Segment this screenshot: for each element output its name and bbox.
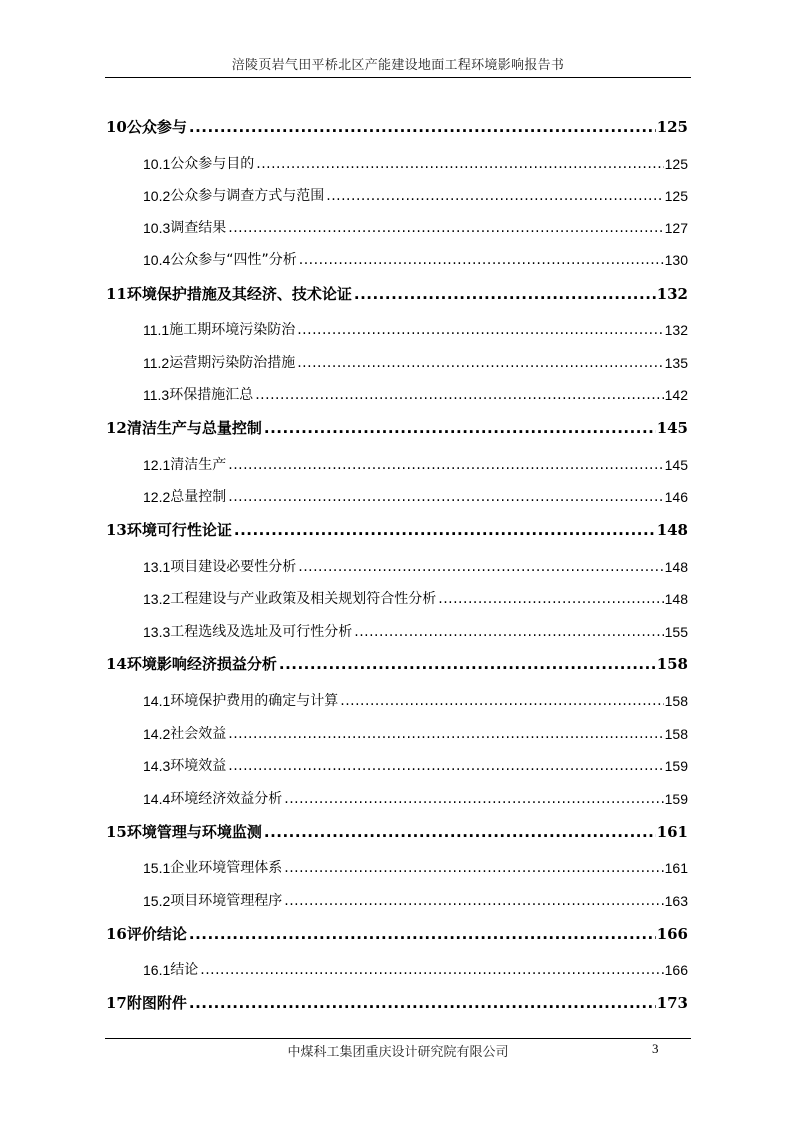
toc-dot-leader xyxy=(264,418,656,438)
toc-entry-title: 工程建设与产业政策及相关规划符合性分析 xyxy=(170,591,437,607)
toc-section-entry[interactable] xyxy=(143,353,688,373)
toc-entry-title: 项目建设必要性分析 xyxy=(170,559,297,575)
toc-entry-title: 公众参与目的 xyxy=(170,156,255,172)
toc-dot-leader xyxy=(189,993,656,1013)
toc-entry-page: 148 xyxy=(664,591,688,607)
toc-chapter-entry[interactable] xyxy=(106,822,688,842)
toc-entry-title: 调查结果 xyxy=(170,220,227,236)
toc-entry-title: 环境影响经济损益分析 xyxy=(126,655,277,673)
toc-entry-number: 10.1 xyxy=(143,156,171,172)
toc-entry-number: 10.2 xyxy=(143,188,171,204)
toc-entry-title: 环境管理与环境监测 xyxy=(126,823,262,841)
toc-dot-leader xyxy=(298,557,663,577)
toc-entry-title: 环境可行性论证 xyxy=(126,521,232,539)
toc-entry-page: 127 xyxy=(664,220,688,236)
toc-entry-title: 评价结论 xyxy=(126,925,187,943)
toc-dot-leader xyxy=(189,117,656,137)
toc-dot-leader xyxy=(256,154,663,174)
toc-entry-page: 125 xyxy=(664,188,688,204)
toc-section-entry[interactable] xyxy=(143,557,688,577)
toc-section-entry[interactable] xyxy=(143,186,688,206)
toc-entry-title: 工程选线及选址及可行性分析 xyxy=(170,624,353,640)
toc-entry-number: 12.2 xyxy=(143,489,171,505)
toc-entry-number: 14.2 xyxy=(143,726,171,742)
toc-entry-page: 135 xyxy=(664,355,688,371)
toc-dot-leader xyxy=(438,589,663,609)
toc-chapter-entry[interactable] xyxy=(106,993,688,1013)
toc-section-entry[interactable] xyxy=(143,756,688,776)
toc-entry-page: 159 xyxy=(664,791,688,807)
toc-entry-title: 环境效益 xyxy=(170,758,227,774)
toc-entry-title: 清洁生产 xyxy=(170,457,227,473)
toc-entry-title: 公众参与“四性”分析 xyxy=(170,252,297,268)
toc-entry-title: 企业环境管理体系 xyxy=(170,860,283,876)
toc-entry-number: 13 xyxy=(106,521,127,539)
toc-dot-leader xyxy=(228,455,663,475)
toc-chapter-entry[interactable] xyxy=(106,117,688,137)
toc-entry-title: 清洁生产与总量控制 xyxy=(126,419,262,437)
toc-entry-title: 环境经济效益分析 xyxy=(170,791,283,807)
toc-dot-leader xyxy=(228,218,663,238)
toc-entry-number: 17 xyxy=(106,994,127,1012)
toc-section-entry[interactable] xyxy=(143,622,688,642)
toc-dot-leader xyxy=(354,622,663,642)
toc-section-entry[interactable] xyxy=(143,858,688,878)
toc-dot-leader xyxy=(228,487,663,507)
toc-chapter-entry[interactable] xyxy=(106,520,688,540)
toc-section-entry[interactable] xyxy=(143,487,688,507)
toc-entry-page: 146 xyxy=(664,489,688,505)
toc-entry-number: 10.3 xyxy=(143,220,171,236)
toc-entry-page: 166 xyxy=(664,962,688,978)
toc-entry-title: 施工期环境污染防治 xyxy=(169,322,296,338)
toc-entry-page: 158 xyxy=(664,693,688,709)
toc-section-entry[interactable] xyxy=(143,589,688,609)
toc-entry-number: 13.2 xyxy=(143,591,171,607)
toc-section-entry[interactable] xyxy=(143,250,688,270)
toc-entry-number: 15.2 xyxy=(143,893,171,909)
toc-entry-page: 161 xyxy=(656,823,688,841)
page-header-title: 涪陵页岩气田平桥北区产能建设地面工程环境影响报告书 xyxy=(231,58,565,73)
toc-entry-number: 13.1 xyxy=(143,559,171,575)
toc-entry-page: 142 xyxy=(664,387,688,403)
toc-entry-number: 11.1 xyxy=(143,322,170,338)
toc-dot-leader xyxy=(297,320,663,340)
toc-dot-leader xyxy=(279,654,656,674)
toc-entry-number: 10.4 xyxy=(143,252,171,268)
toc-entry-page: 132 xyxy=(656,285,688,303)
toc-entry-title: 总量控制 xyxy=(170,489,227,505)
toc-entry-number: 12 xyxy=(106,419,127,437)
toc-entry-number: 15.1 xyxy=(143,860,171,876)
toc-entry-number: 10 xyxy=(106,118,127,136)
toc-chapter-entry[interactable] xyxy=(106,418,688,438)
toc-entry-number: 11.3 xyxy=(143,387,170,403)
toc-entry-page: 125 xyxy=(656,118,688,136)
toc-entry-number: 14.3 xyxy=(143,758,171,774)
toc-dot-leader xyxy=(299,250,664,270)
toc-entry-title: 公众参与调查方式与范围 xyxy=(170,188,325,204)
toc-entry-page: 125 xyxy=(664,156,688,172)
toc-dot-leader xyxy=(228,724,663,744)
toc-entry-number: 15 xyxy=(106,823,127,841)
toc-section-entry[interactable] xyxy=(143,891,688,911)
toc-section-entry[interactable] xyxy=(143,154,688,174)
toc-dot-leader xyxy=(200,960,663,980)
toc-entry-title: 项目环境管理程序 xyxy=(170,893,283,909)
toc-chapter-entry[interactable] xyxy=(106,924,688,944)
footer-organization: 中煤科工集团重庆设计研究院有限公司 xyxy=(287,1045,509,1060)
toc-dot-leader xyxy=(354,284,656,304)
toc-section-entry[interactable] xyxy=(143,789,688,809)
toc-entry-page: 148 xyxy=(656,521,688,539)
toc-entry-number: 16.1 xyxy=(143,962,171,978)
toc-entry-number: 11.2 xyxy=(143,355,170,371)
toc-entry-title: 社会效益 xyxy=(170,726,227,742)
toc-entry-title: 结论 xyxy=(170,962,199,978)
toc-entry-number: 16 xyxy=(106,925,127,943)
toc-section-entry[interactable] xyxy=(143,960,688,980)
toc-section-entry[interactable] xyxy=(143,724,688,744)
toc-dot-leader xyxy=(228,756,663,776)
toc-entry-title: 公众参与 xyxy=(126,118,187,136)
toc-entry-title: 环境保护费用的确定与计算 xyxy=(170,693,339,709)
toc-chapter-entry[interactable] xyxy=(106,284,688,304)
toc-section-entry[interactable] xyxy=(143,320,688,340)
toc-entry-page: 130 xyxy=(664,252,688,268)
toc-section-entry[interactable] xyxy=(143,385,688,405)
toc-entry-title: 运营期污染防治措施 xyxy=(169,355,296,371)
toc-entry-page: 148 xyxy=(664,559,688,575)
toc-dot-leader xyxy=(264,822,656,842)
toc-entry-page: 163 xyxy=(664,893,688,909)
toc-entry-page: 166 xyxy=(656,925,688,943)
toc-entry-page: 145 xyxy=(664,457,688,473)
toc-dot-leader xyxy=(255,385,663,405)
toc-entry-page: 161 xyxy=(664,860,688,876)
toc-chapter-entry[interactable] xyxy=(106,654,688,674)
toc-section-entry[interactable] xyxy=(143,218,688,238)
toc-section-entry[interactable] xyxy=(143,455,688,475)
toc-entry-number: 13.3 xyxy=(143,624,171,640)
toc-entry-page: 145 xyxy=(656,419,688,437)
toc-entry-number: 14 xyxy=(106,655,127,673)
toc-dot-leader xyxy=(284,858,663,878)
toc-entry-title: 环境保护措施及其经济、技术论证 xyxy=(126,285,352,303)
toc-section-entry[interactable] xyxy=(143,691,688,711)
toc-entry-title: 附图附件 xyxy=(126,994,187,1012)
toc-entry-title: 环保措施汇总 xyxy=(169,387,254,403)
toc-entry-page: 155 xyxy=(664,624,688,640)
toc-dot-leader xyxy=(234,520,656,540)
toc-dot-leader xyxy=(326,186,663,206)
toc-entry-number: 12.1 xyxy=(143,457,171,473)
toc-entry-number: 14.1 xyxy=(143,693,171,709)
toc-entry-number: 11 xyxy=(106,285,127,303)
toc-dot-leader xyxy=(340,691,663,711)
toc-entry-page: 158 xyxy=(656,655,688,673)
toc-dot-leader xyxy=(284,789,663,809)
toc-entry-page: 132 xyxy=(664,322,688,338)
toc-entry-number: 14.4 xyxy=(143,791,171,807)
toc-entry-page: 158 xyxy=(664,726,688,742)
toc-entry-page: 173 xyxy=(656,994,688,1012)
footer-divider xyxy=(105,1038,691,1039)
footer-page-number: 3 xyxy=(652,1041,659,1056)
toc-entry-page: 159 xyxy=(664,758,688,774)
toc-dot-leader xyxy=(284,891,663,911)
toc-dot-leader xyxy=(189,924,656,944)
toc-dot-leader xyxy=(297,353,663,373)
